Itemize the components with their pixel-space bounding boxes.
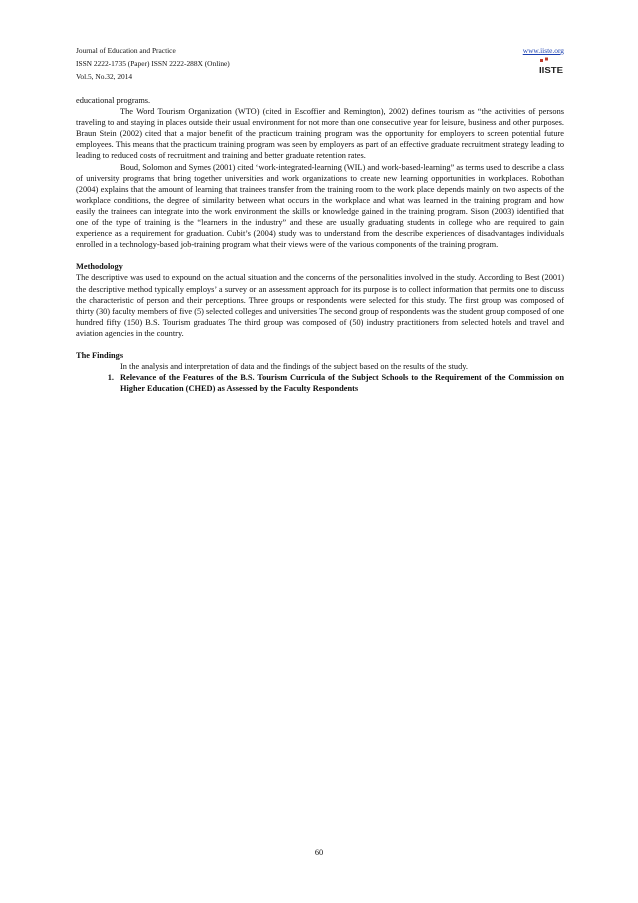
article-body — [76, 95, 564, 394]
journal-url-link[interactable]: www.iiste.org — [522, 46, 564, 55]
paragraph-wil: Boud, Solomon and Symes (2001) cited ‘work-integrated-learning (WIL) and work-based-learning” as terms used to describe a class of university programs that bring together universities and work organizations to create new learning opportunities in workplaces. Robothan (2004) explains that the amount of learning that trainees transfer from the training room to the work place depends mainly on two aspects of the workplace conditions, the degree of similarity between what occurs in the workplace and what was learned in the training program and how easily the trainees can integrate into the work environment the skills or knowledge gained in the training program. Sison (2003) identified that one of the type of training is the “learners in the industry” and these are usually graduating students in college who are required to gain experience as a requirement for graduation. Cubit’s (2004) study was to understand from the describe experiences of disadvantages individuals enrolled in a technology-based job-training program what their views were of the various components of the training program. — [76, 162, 564, 250]
journal-title: Journal of Education and Practice — [76, 46, 176, 55]
issn-line: ISSN 2222-1735 (Paper) ISSN 2222-288X (Online) — [76, 59, 230, 68]
list-item-text: Relevance of the Features of the B.S. Tourism Curricula of the Subject Schools to the Requirement of the Commission on Higher Education (CHED) as Assessed by the Faculty Respondents — [120, 373, 564, 394]
heading-findings: The Findings — [76, 350, 124, 360]
heading-methodology: Methodology — [76, 262, 123, 272]
paragraph-findings: In the analysis and interpretation of data and the findings of the subject based on the results of the study. — [120, 362, 468, 372]
page-header — [76, 44, 564, 83]
iiste-logo — [538, 57, 564, 76]
logo-text: IISTE — [539, 65, 564, 75]
paragraph-methodology: The descriptive was used to expound on the actual situation and the concerns of the personalities involved in the study. According to Best (2001) the descriptive method typically employs’ a survey or an assessment approach for its purpose is to collect information that permits one to discuss the characteristic of person and their perceptions. Three groups or respondents were selected for this study. The first group was composed of thirty (30) faculty members of five (5) selected colleges and universities The second group of respondents was the student group composed of one hundred fifty (150) B.S. Tourism graduates The third group was composed of (50) industry practitioners from selected hotels and travel and aviation agencies in the country. — [76, 273, 564, 338]
paragraph-wto: The Word Tourism Organization (WTO) (cited in Escoffier and Remington), 2002) defines tourism as “the activities of persons traveling to and staying in places outside their usual environment for not more than one consecutive year for leisure, business and other purposes. Braun Stein (2002) cited that a major benefit of the practicum training program was the opportunity for employers to screen potential future employees. This means that the practicum training program was seen by employers as part of an effective graduate recruitment strategy leading to leading to reduced costs of recruitment and training and better graduate retention rates. — [76, 107, 564, 161]
list-item-number: 1. — [107, 373, 114, 383]
page-number: 60 — [314, 848, 324, 857]
paragraph-intro-tail: educational programs. — [76, 96, 151, 105]
volume-line: Vol.5, No.32, 2014 — [76, 72, 133, 81]
findings-list-item — [76, 372, 564, 394]
